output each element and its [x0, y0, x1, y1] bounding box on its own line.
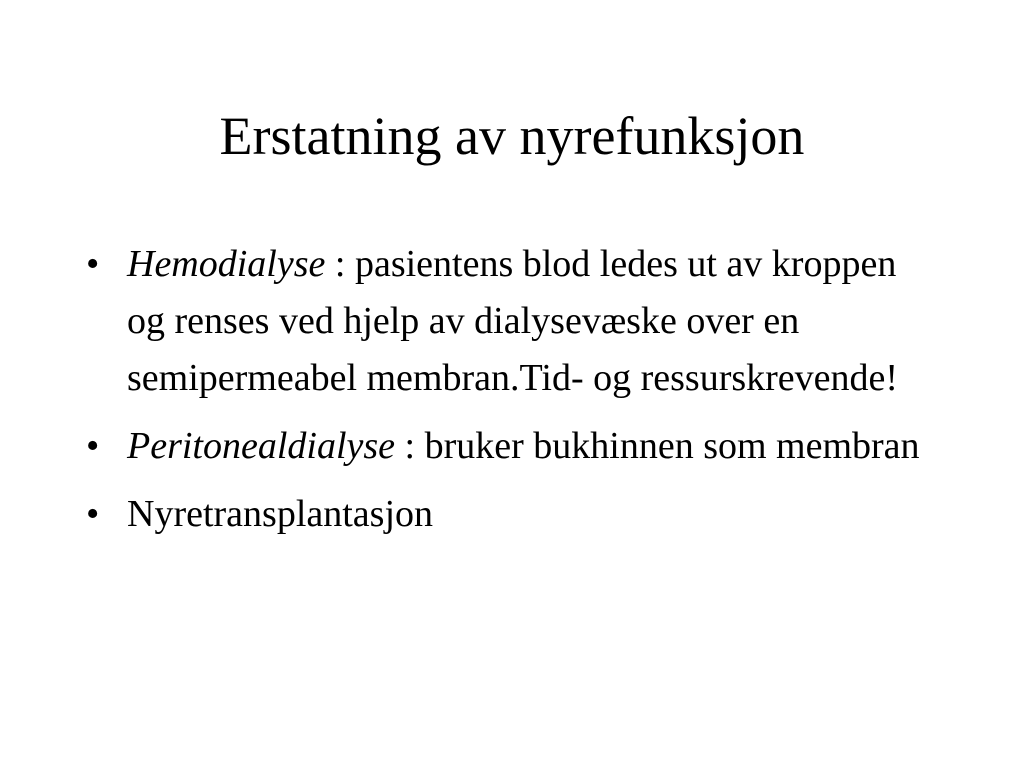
- slide-title: Erstatning av nyrefunksjon: [219, 106, 805, 166]
- bullet-item-hemodialyse: [82, 236, 942, 407]
- bullet-item-nyretransplantasjon: [82, 486, 942, 543]
- bullet-text: : pasientens blod ledes ut av kroppen og renses ved hjelp av dialysevæske over en semipermeabel membran.Tid- og ressurskrevende!: [127, 243, 899, 399]
- bullet-list: [82, 236, 942, 554]
- bullet-item-peritonealdialyse: [82, 418, 942, 475]
- bullet-icon: •: [86, 493, 100, 535]
- bullet-text: Nyretransplantasjon: [127, 493, 434, 535]
- bullet-icon: •: [86, 425, 100, 467]
- bullet-term: Hemodialyse: [127, 243, 326, 285]
- bullet-text: : bruker bukhinnen som membran: [395, 425, 920, 467]
- bullet-icon: •: [86, 243, 100, 285]
- bullet-term: Peritonealdialyse: [127, 425, 396, 467]
